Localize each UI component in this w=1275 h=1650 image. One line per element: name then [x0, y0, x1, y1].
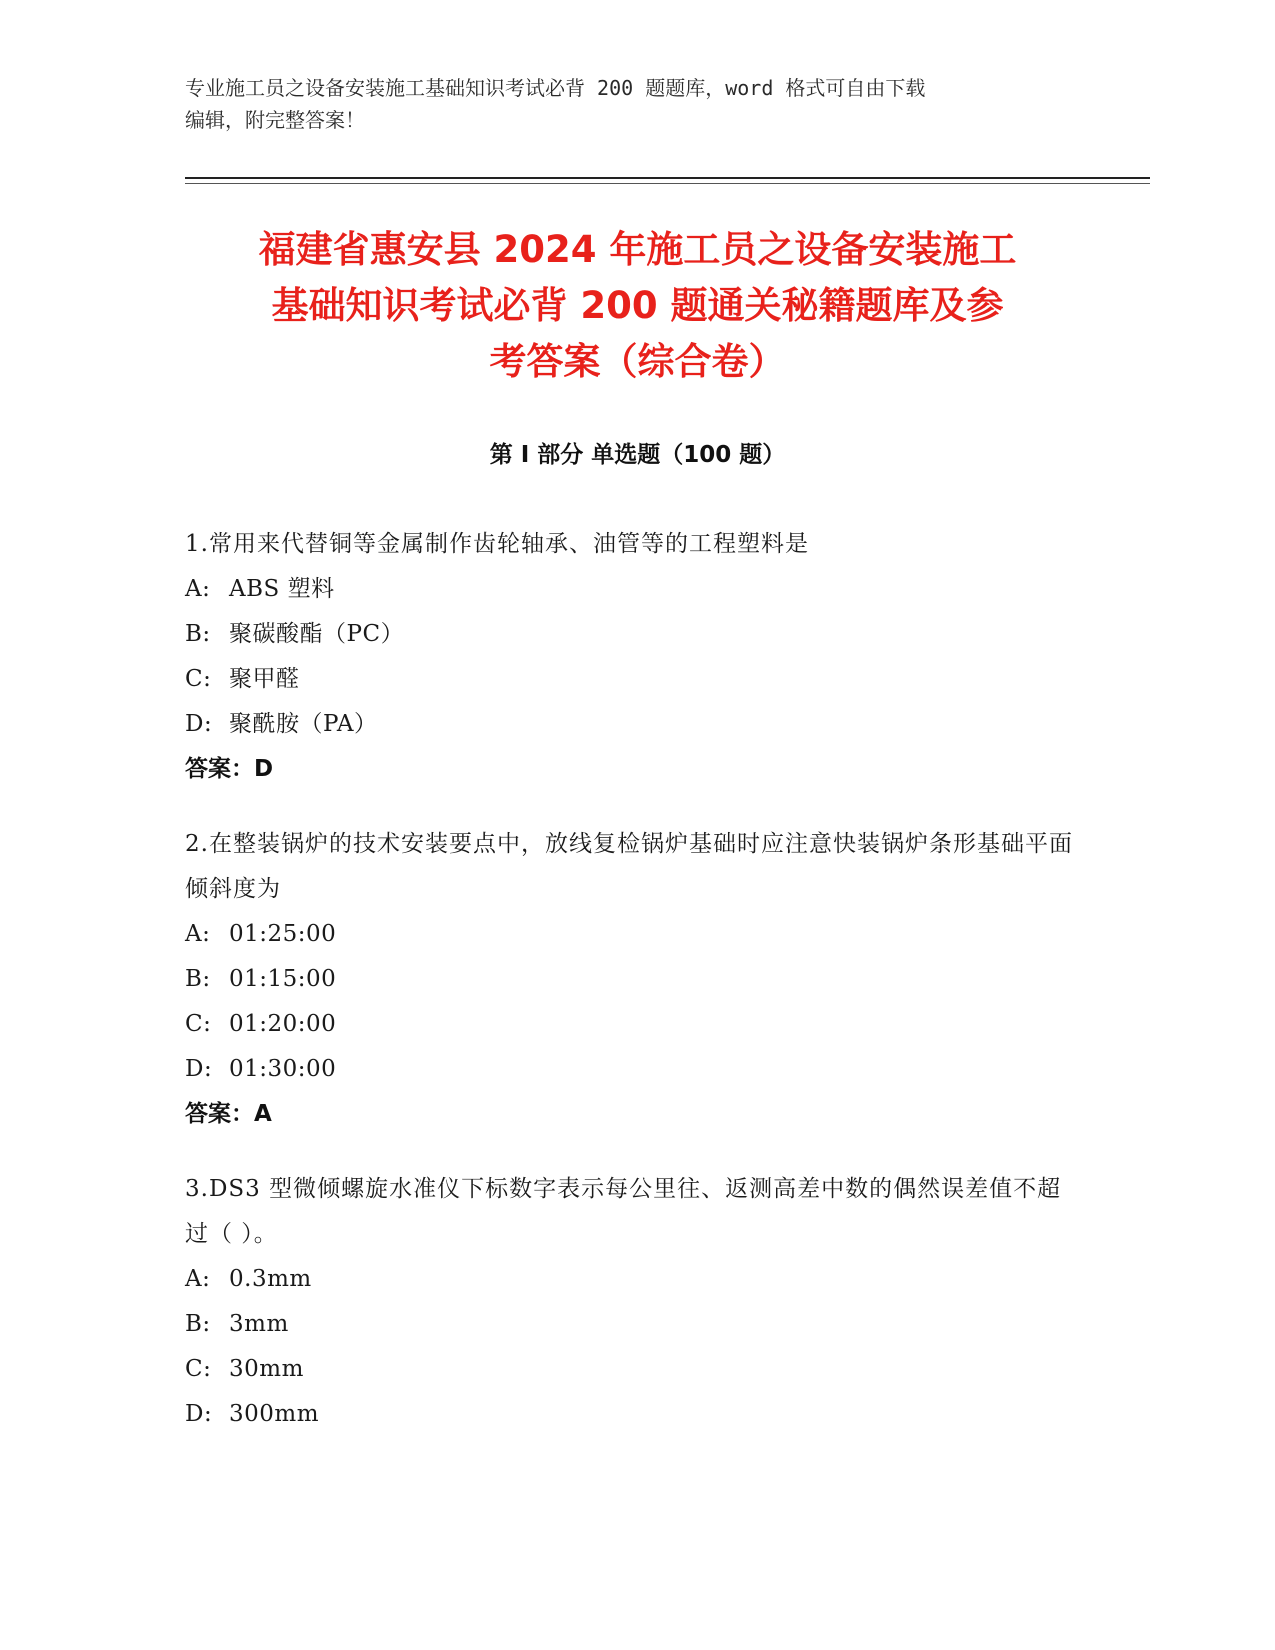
- option-text: 聚酰胺（PA）: [229, 711, 378, 737]
- option-label: D:: [185, 1056, 213, 1082]
- option-text: 01:20:00: [229, 1011, 337, 1037]
- option-a: [185, 912, 1085, 957]
- option-label: B:: [185, 621, 211, 647]
- title-line-3: 考答案（综合卷）: [489, 340, 786, 383]
- option-text: 01:25:00: [229, 921, 337, 947]
- option-label: B:: [185, 1311, 211, 1337]
- option-b: [185, 612, 1085, 657]
- header-line-2: 编辑，附完整答案！: [185, 108, 365, 132]
- answer-line: 答案：D: [185, 756, 274, 782]
- option-label: D:: [185, 1401, 213, 1427]
- header-divider-thin: [185, 183, 1150, 184]
- option-text: 01:15:00: [229, 966, 337, 992]
- header-divider-thick: [185, 177, 1150, 179]
- document-title: [160, 222, 1115, 390]
- option-label: D:: [185, 711, 213, 737]
- question-text: 1.常用来代替铜等金属制作齿轮轴承、油管等的工程塑料是: [185, 531, 809, 557]
- option-text: 3mm: [229, 1311, 289, 1337]
- section-heading: 第 I 部分 单选题（100 题）: [489, 442, 786, 468]
- header-line-1: 专业施工员之设备安装施工基础知识考试必背 200 题题库，word 格式可自由下载: [185, 76, 926, 100]
- title-line-1: 福建省惠安县 2024 年施工员之设备安装施工: [258, 228, 1017, 271]
- option-a: [185, 567, 1085, 612]
- option-a: [185, 1257, 1085, 1302]
- option-label: C:: [185, 1011, 212, 1037]
- option-text: ABS 塑料: [229, 576, 335, 602]
- question-item: [185, 1167, 1085, 1437]
- option-d: [185, 1392, 1085, 1437]
- option-text: 01:30:00: [229, 1056, 337, 1082]
- option-text: 0.3mm: [229, 1266, 312, 1292]
- question-list: [185, 522, 1085, 1467]
- title-line-2: 基础知识考试必背 200 题通关秘籍题库及参: [271, 284, 1004, 327]
- option-c: [185, 1347, 1085, 1392]
- option-label: A:: [185, 576, 211, 602]
- option-b: [185, 957, 1085, 1002]
- answer-line: 答案：A: [185, 1101, 272, 1127]
- option-label: A:: [185, 1266, 211, 1292]
- question-item: [185, 522, 1085, 792]
- option-text: 300mm: [229, 1401, 320, 1427]
- question-item: [185, 822, 1085, 1137]
- option-text: 30mm: [229, 1356, 304, 1382]
- question-text: 3.DS3 型微倾螺旋水准仪下标数字表示每公里往、返测高差中数的偶然误差值不超过（ ）。: [185, 1176, 1062, 1247]
- option-label: A:: [185, 921, 211, 947]
- option-label: C:: [185, 666, 212, 692]
- option-d: [185, 702, 1085, 747]
- option-b: [185, 1302, 1085, 1347]
- option-d: [185, 1047, 1085, 1092]
- option-text: 聚甲醛: [229, 666, 300, 692]
- option-label: C:: [185, 1356, 212, 1382]
- option-text: 聚碳酸酯（PC）: [229, 621, 405, 647]
- document-header: [185, 72, 1065, 136]
- question-text: 2.在整装锅炉的技术安装要点中，放线复检锅炉基础时应注意快装锅炉条形基础平面倾斜度为: [185, 831, 1073, 902]
- option-c: [185, 657, 1085, 702]
- option-c: [185, 1002, 1085, 1047]
- option-label: B:: [185, 966, 211, 992]
